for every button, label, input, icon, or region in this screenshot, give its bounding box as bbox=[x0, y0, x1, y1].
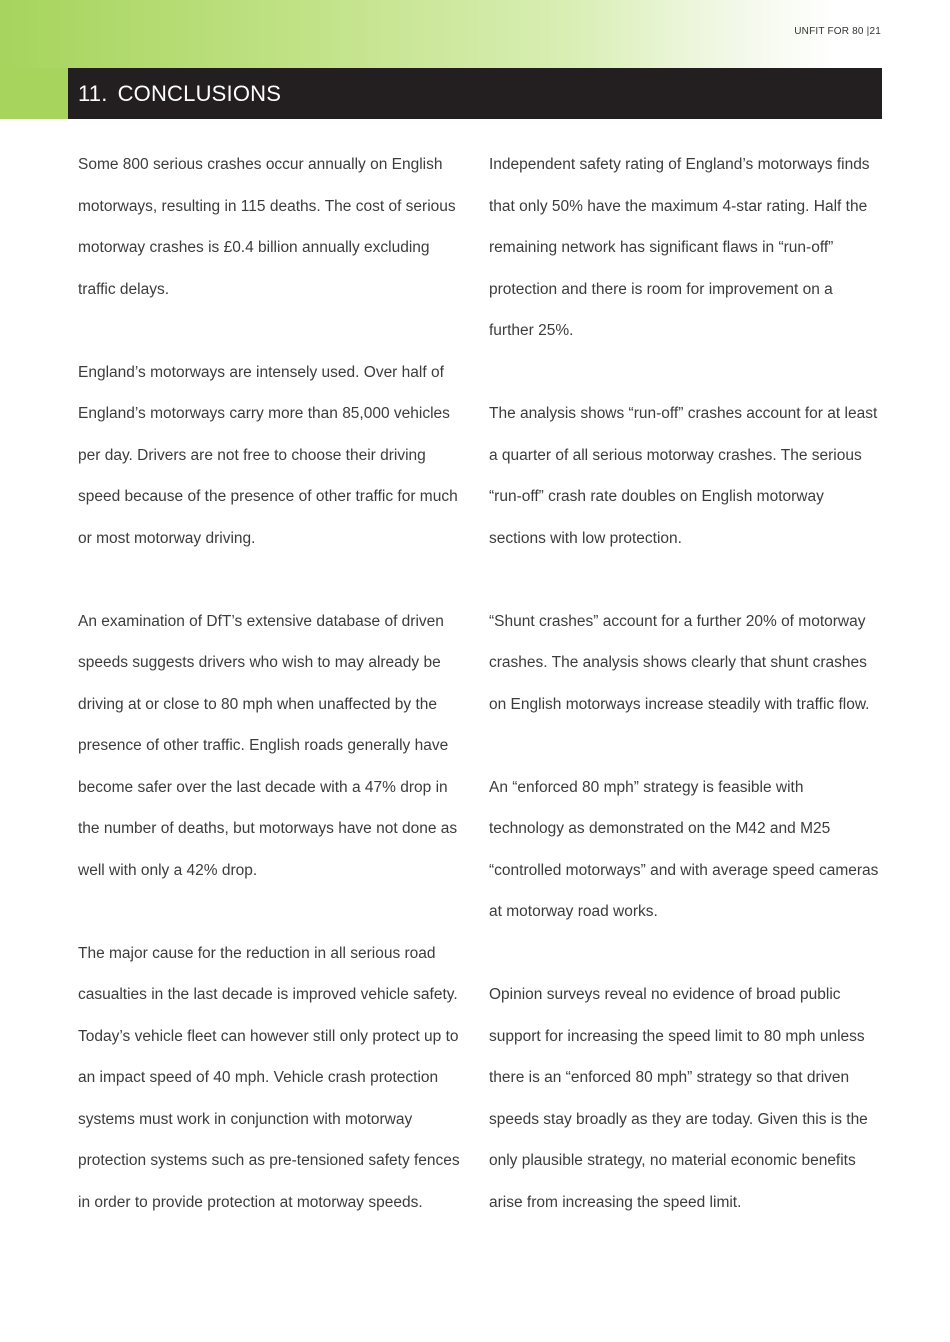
section-heading-bar bbox=[68, 68, 882, 119]
paragraph-motorway-usage: England’s motorways are intensely used. Over half of England’s motorways carry more than 85,000 vehicles per day. Drivers are not free to choose their driving speed because of the presence of other traffic for much or most motorway driving. bbox=[78, 363, 458, 547]
section-heading bbox=[78, 81, 281, 107]
paragraph-enforced-strategy: An “enforced 80 mph” strategy is feasible with technology as demonstrated on the M42 and M25 “controlled motorways” and with average speed cameras at motorway road works. bbox=[489, 778, 879, 920]
section-title: CONCLUSIONS bbox=[117, 80, 282, 106]
paragraph-driven-speeds: An examination of DfT’s extensive database of driven speeds suggests drivers who wish to may already be driving at or close to 80 mph when unaffected by the presence of other traffic. English roads generally have become safer over the last decade with a 47% drop in the number of deaths, but motorways have not done as well with only a 42% drop. bbox=[78, 612, 458, 879]
running-header-page-number: UNFIT FOR 80 |21 bbox=[794, 26, 881, 37]
section-number: 11. bbox=[78, 80, 108, 106]
paragraph-vehicle-safety: The major cause for the reduction in all serious road casualties in the last decade is improved vehicle safety. Today’s vehicle fleet can however still only protect up to an impact speed of 40 mph. Vehicle crash protection systems must work in conjunction with motorway protection systems such as pre-tensioned safety fences in order to provide protection at motorway speeds. bbox=[78, 944, 460, 1211]
paragraph-shunt-crashes: “Shunt crashes” account for a further 20% of motorway crashes. The analysis shows clearly that shunt crashes on English motorways increase steadily with traffic flow. bbox=[489, 612, 870, 713]
left-text-column bbox=[78, 144, 470, 1223]
left-accent-band bbox=[0, 68, 68, 119]
right-text-column bbox=[489, 144, 881, 1223]
paragraph-crash-statistics: Some 800 serious crashes occur annually on English motorways, resulting in 115 deaths. The cost of serious motorway crashes is £0.4 billion annually excluding traffic delays. bbox=[78, 156, 456, 298]
paragraph-opinion-surveys: Opinion surveys reveal no evidence of broad public support for increasing the speed limit to 80 mph unless there is an “enforced 80 mph” strategy so that driven speeds stay broadly as they are today. Given this is the only plausible strategy, no material economic benefits arise from increasing the speed limit. bbox=[489, 986, 868, 1211]
paragraph-safety-rating: Independent safety rating of England’s motorways finds that only 50% have the maximum 4-star rating. Half the remaining network has significant flaws in “run-off” protection and there is room for improvement on a further 25%. bbox=[489, 156, 870, 339]
paragraph-run-off-crashes: The analysis shows “run-off” crashes account for at least a quarter of all serious motorway crashes. The serious “run-off” crash rate doubles on English motorway sections with low protection. bbox=[489, 405, 878, 547]
